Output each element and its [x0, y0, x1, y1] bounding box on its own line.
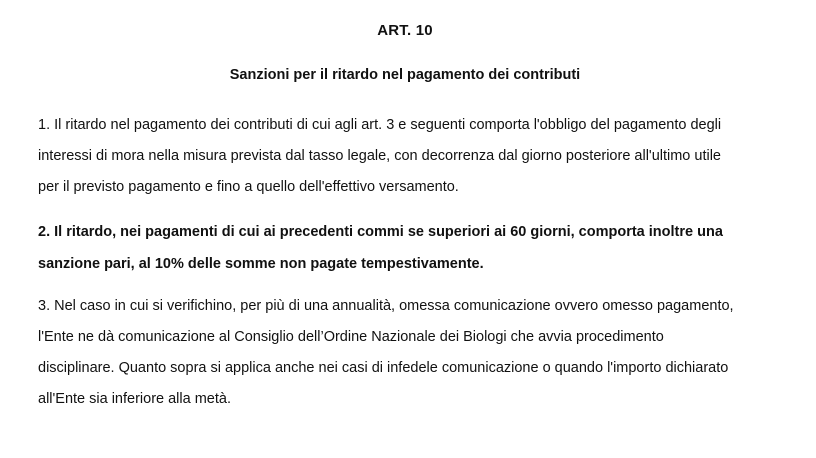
paragraph-3-line-3: disciplinare. Quanto sopra si applica anche nei casi di infedele comunicazione o quando l'importo dichiarato	[38, 360, 729, 376]
paragraph-3-line-4: all'Ente sia inferiore alla metà.	[38, 391, 231, 407]
paragraph-3-line-1: 3. Nel caso in cui si verifichino, per più di una annualità, omessa comunicazione ovvero omesso pagamento,	[38, 298, 734, 314]
paragraph-1-line-2: interessi di mora nella misura prevista dal tasso legale, con decorrenza dal giorno posteriore all'ultimo utile	[38, 148, 722, 164]
paragraph-1-line-3: per il previsto pagamento e fino a quello dell'effettivo versamento.	[38, 179, 459, 195]
paragraph-1-line-1: 1. Il ritardo nel pagamento dei contributi di cui agli art. 3 e seguenti comporta l'obbligo del pagamento degli	[38, 117, 722, 133]
paragraph-3-line-2: l'Ente ne dà comunicazione al Consiglio dell’Ordine Nazionale dei Biologi che avvia procedimento	[38, 329, 664, 345]
article-title: Sanzioni per il ritardo nel pagamento dei contributi	[229, 67, 581, 83]
paragraph-2-line-1: 2. Il ritardo, nei pagamenti di cui ai precedenti commi se superiori ai 60 giorni, comporta inoltre una	[38, 224, 723, 240]
paragraph-2-line-2: sanzione pari, al 10% delle somme non pagate tempestivamente.	[38, 256, 484, 272]
article-number: ART. 10	[377, 22, 433, 39]
paragraph-3	[38, 291, 788, 415]
paragraph-1	[38, 110, 788, 203]
paragraph-2	[38, 216, 788, 280]
